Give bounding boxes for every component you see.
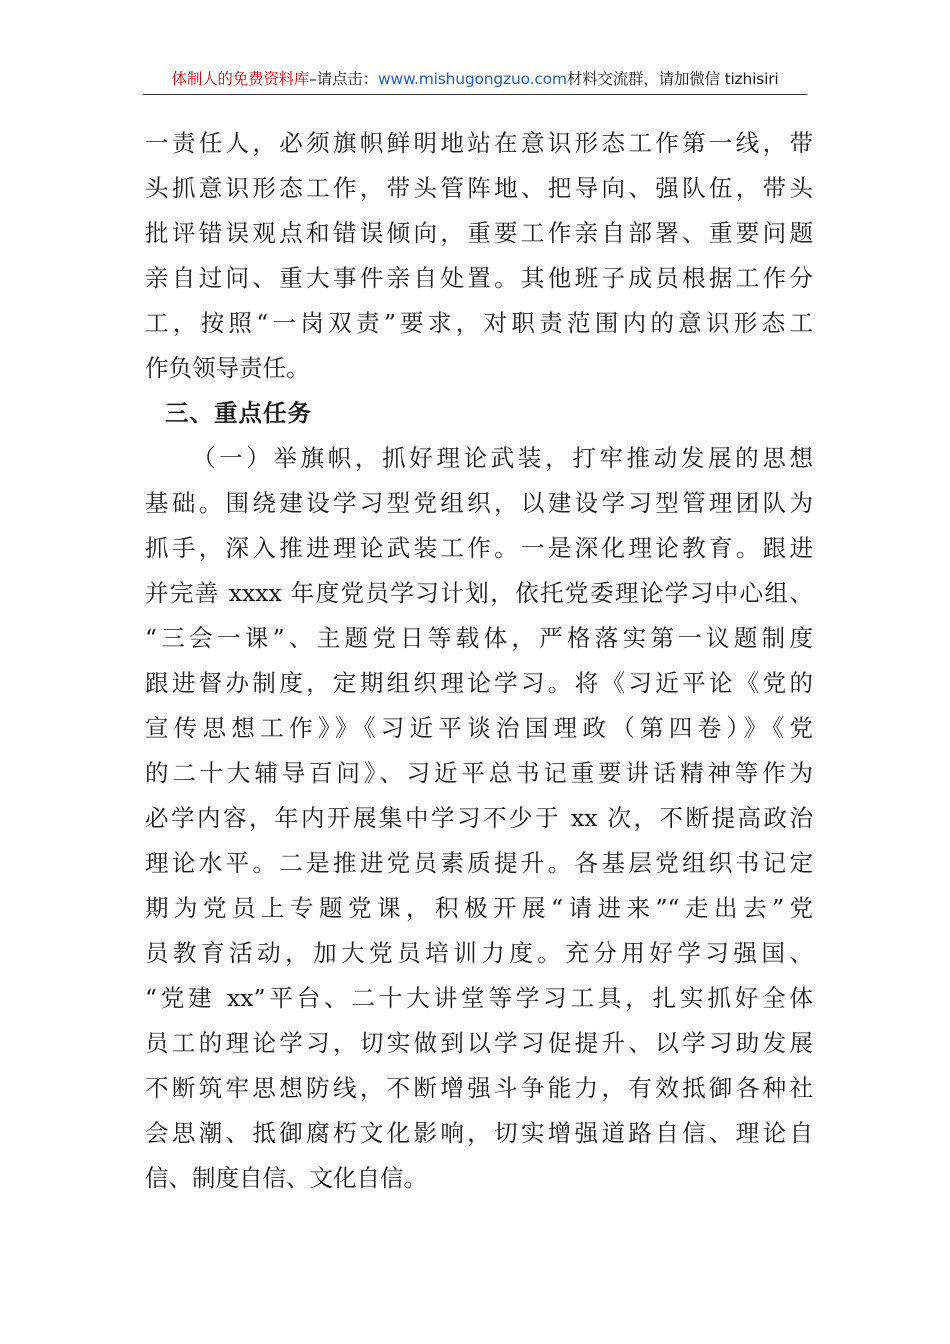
text-line: “党建 xx”平台、二十大讲堂等学习工具，扎实抓好全体 [145,984,813,1012]
text-line: 理论水平。二是推进党员素质提升。各基层党组织书记定 [145,849,813,877]
text-line: 工，按照“一岗双责”要求，对职责范围内的意识形态工 [145,309,813,337]
header-contact: 材料交流群，请加微信 tizhisiri [566,70,779,88]
text-line: 期为党员上专题党课，积极开展“请进来”“走出去”党 [145,894,813,922]
text-line: 员工的理论学习，切实做到以学习促提升、以学习助发展 [145,1029,813,1057]
text-line: 宣传思想工作》》《习近平谈治国理政（第四卷）》《党 [145,714,813,742]
text-line: 一责任人，必须旗帜鲜明地站在意识形态工作第一线，带 [145,129,813,157]
document-body [145,121,813,1201]
header-prompt: –请点击： [309,70,378,88]
paragraph-responsibility [145,121,813,391]
text-line: 跟进督办制度，定期组织理论学习。将《习近平论《党的 [145,669,813,697]
text-line: 的二十大辅导百问》、习近平总书记重要讲话精神等作为 [145,759,813,787]
text-line: 头抓意识形态工作，带头管阵地、把导向、强队伍，带头 [145,174,813,202]
text-line: （一）举旗帜，抓好理论武装，打牢推动发展的思想 [192,444,813,472]
text-line: “三会一课”、主题党日等载体，严格落实第一议题制度 [145,624,813,652]
text-line: 抓手，深入推进理论武装工作。一是深化理论教育。跟进 [145,534,813,562]
page-header [143,66,807,95]
section-heading: 三、重点任务 [165,399,312,427]
text-line: 并完善 xxxx 年度党员学习计划，依托党委理论学习中心组、 [145,579,813,607]
header-link[interactable]: www.mishugongzuo.com [377,70,567,88]
text-line: 批评错误观点和错误倾向，重要工作亲自部署、重要问题 [145,219,813,247]
text-line: 不断筑牢思想防线，不断增强斗争能力，有效抵御各种社 [145,1074,813,1102]
header-brand: 体制人的免费资料库 [171,70,310,88]
text-line: 信、制度自信、文化自信。 [145,1164,427,1192]
text-line: 基础。围绕建设学习型党组织，以建设学习型管理团队为 [145,489,813,517]
text-line: 作负领导责任。 [145,354,310,382]
text-line: 亲自过问、重大事件亲自处置。其他班子成员根据工作分 [145,264,813,292]
text-line: 员教育活动，加大党员培训力度。充分用好学习强国、 [145,939,813,967]
text-line: 会思潮、抵御腐朽文化影响，切实增强道路自信、理论自 [145,1119,813,1147]
text-line: 必学内容，年内开展集中学习不少于 xx 次，不断提高政治 [145,804,813,832]
paragraph-key-tasks [145,436,813,1201]
